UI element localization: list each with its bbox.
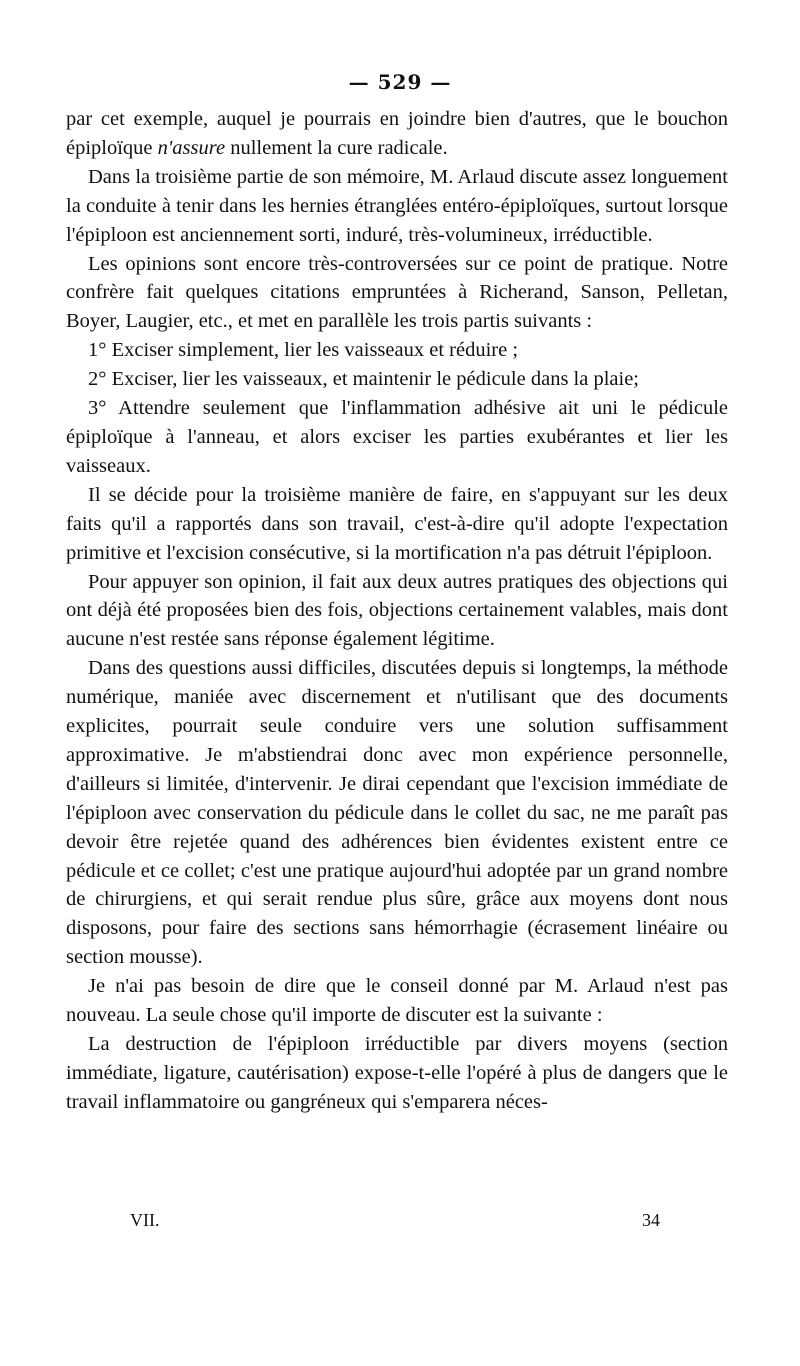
paragraph-2: Dans la troisième partie de son mémoire, M. Arlaud discute assez longuement la conduite à tenir dans les hernies étranglées entéro-épiploïques, surtout lorsque l'épiploon est anciennement sorti, induré, très-volumineux, irréductible. xyxy=(66,165,728,246)
paragraph-4: Il se décide pour la troisième manière de faire, en s'appuyant sur les deux faits qu'il a rapportés dans son travail, c'est-à-dire qu'il adopte l'expectation primitive et l'excision consécutive, si la mortification n'a pas détruit l'épiploon. xyxy=(66,483,728,564)
page-number: — 529 — xyxy=(348,70,452,94)
paragraph-5: Pour appuyer son opinion, il fait aux deux autres pratiques des objections qui ont déjà été proposées bien des fois, objections certainement valables, mais dont aucune n'est restée sans réponse également légitime. xyxy=(66,570,728,651)
body-text xyxy=(66,105,728,1117)
paragraph-1-emphasis: n'assure xyxy=(157,136,226,159)
volume-number: VII. xyxy=(130,1210,160,1230)
paragraph-1-after: nullement la cure radicale. xyxy=(225,136,448,159)
list-item-3: 3° Attendre seulement que l'inflammation adhésive ait uni le pédicule épiploïque à l'anneau, et alors exciser les parties exubérantes et lier les vaisseaux. xyxy=(66,397,728,477)
signature-mark: 34 xyxy=(642,1210,660,1230)
paragraph-8: La destruction de l'épiploon irréductible par divers moyens (section immédiate, ligature, cautérisation) expose-t-elle l'opéré à plus de dangers que le travail inflammatoire ou gangréneux qui s'emparera néces- xyxy=(66,1033,728,1113)
paragraph-1 xyxy=(66,105,728,163)
list-item-1: 1° Exciser simplement, lier les vaisseaux et réduire ; xyxy=(88,339,519,362)
list-item-2: 2° Exciser, lier les vaisseaux, et maintenir le pédicule dans la plaie; xyxy=(88,368,639,391)
paragraph-1-before: par cet exemple, auquel je pourrais en joindre bien d'autres, que le bouchon épiploïque xyxy=(66,108,728,159)
paragraph-3: Les opinions sont encore très-controversées sur ce point de pratique. Notre confrère fait quelques citations empruntées à Richerand, Sanson, Pelletan, Boyer, Laugier, etc., et met en parallèle les trois partis suivants : xyxy=(66,252,728,333)
paragraph-7: Je n'ai pas besoin de dire que le conseil donné par M. Arlaud n'est pas nouveau. La seule chose qu'il importe de discuter est la suivante : xyxy=(66,975,728,1027)
paragraph-6: Dans des questions aussi difficiles, discutées depuis si longtemps, la méthode numérique, maniée avec discernement et n'utilisant que des documents explicites, pourrait seule conduire vers une solution suffisamment approximative. Je m'abstiendrai donc avec mon expérience personnelle, d'ailleurs si limitée, d'intervenir. Je dirai cependant que l'excision immédiate de l'épiploon avec conservation du pédicule dans le collet du sac, ne me paraît pas devoir être rejetée quand des adhérences bien évidentes existent entre ce pédicule et ce collet; c'est une pratique aujourd'hui adoptée par un grand nombre de chirurgiens, et qui serait rendue plus sûre, grâce aux moyens dont nous disposons, pour faire des sections sans hémorrhagie (écrasement linéaire ou section mousse). xyxy=(66,657,728,969)
